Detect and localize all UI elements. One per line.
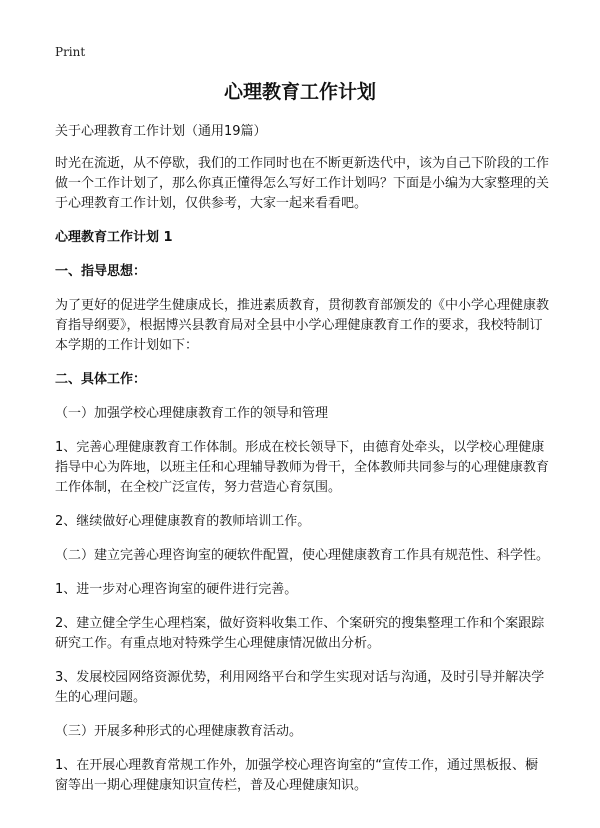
subsection3-title: （三）开展多种形式的心理健康教育活动。 xyxy=(55,724,303,739)
subsection2-item3: 3、发展校园网络资源优势，利用网络平台和学生实现对话与沟通，及时引导并解决学生的心理问题。 xyxy=(55,670,545,705)
section1-text: 为了更好的促进学生健康成长，推进素质教育，贯彻教育部颁发的《中小学心理健康教育指导纲要》，根据博兴县教育局对全县中小学心理健康教育工作的要求，我校特制订本学期的工作计划如下： xyxy=(55,298,550,353)
subsection1-item1: 1、完善心理健康教育工作体制。形成在校长领导下，由德育处牵头，以学校心理健康指导中心为阵地，以班主任和心理辅导教师为骨干，全体教师共同参与的心理健康教育工作体制，在全校广泛宣传，努力营造心育氛围。 xyxy=(55,440,550,495)
section2-heading: 二、具体工作： xyxy=(55,372,147,387)
section1-heading: 一、指导思想： xyxy=(55,264,147,279)
subsection2-title: （二）建立完善心理咨询室的硬软件配置，使心理健康教育工作具有规范性、科学性。 xyxy=(55,548,550,563)
document-subtitle: 关于心理教育工作计划（通用19篇） xyxy=(55,124,267,139)
subsection1-item2: 2、继续做好心理健康教育的教师培训工作。 xyxy=(55,514,311,529)
subsection3-item1: 1、在开展心理教育常规工作外，加强学校心理咨询室的“宣传工作，通过黑板报、橱窗等出一期心理健康知识宣传栏，普及心理健康知识。 xyxy=(55,758,539,793)
subsection2-item2: 2、建立健全学生心理档案，做好资料收集工作、个案研究的搜集整理工作和个案跟踪研究工作。有重点地对特殊学生心理健康情况做出分析。 xyxy=(55,616,545,651)
print-label: Print xyxy=(55,45,86,59)
document-body xyxy=(55,122,550,810)
plan-heading: 心理教育工作计划 1 xyxy=(55,230,173,245)
subsection2-item1: 1、进一步对心理咨询室的硬件进行完善。 xyxy=(55,582,298,597)
page-title: 心理教育工作计划 xyxy=(223,81,376,103)
subsection1-title: （一）加强学校心理健康教育工作的领导和管理 xyxy=(55,406,329,421)
intro-paragraph: 时光在流逝，从不停歇，我们的工作同时也在不断更新迭代中，该为自己下阶段的工作做一个工作计划了，那么你真正懂得怎么写好工作计划吗？下面是小编为大家整理的关于心理教育工作计划，仅供参考，大家一起来看看吧。 xyxy=(55,156,550,211)
